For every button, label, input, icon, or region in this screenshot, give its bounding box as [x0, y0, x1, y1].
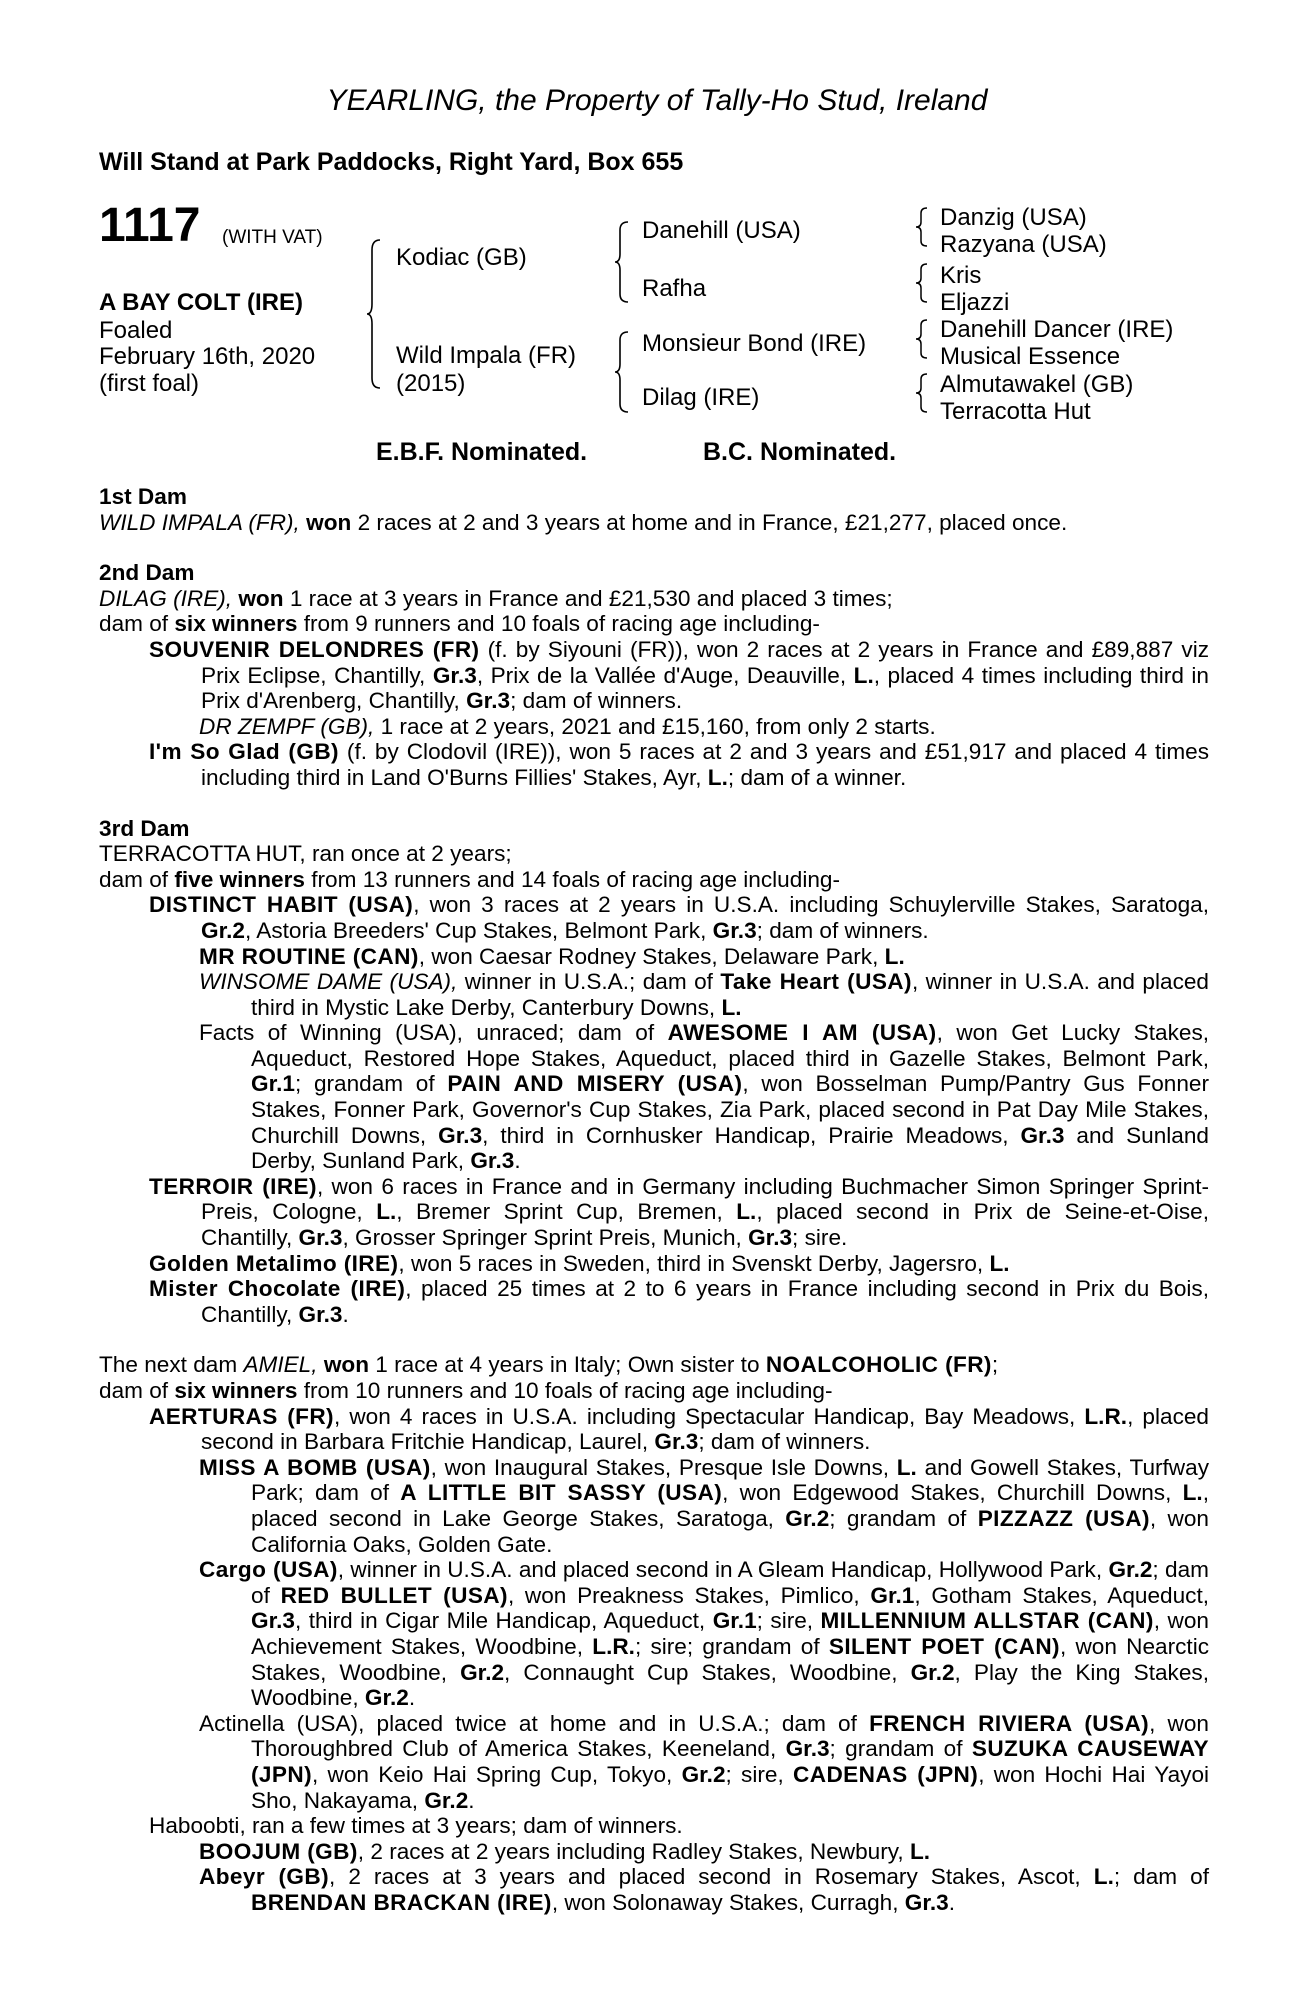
- pedigree-brace-1: [366, 238, 382, 390]
- entry-abeyr: Abeyr (GB), 2 races at 3 years and placed second in Rosemary Stakes, Ascot, L.; dam of BRENDAN BRACKAN (IRE), won Solonaway Stakes, Curragh, Gr.3.: [199, 1864, 1209, 1915]
- entry-terroir: TERROIR (IRE), won 6 races in France and in Germany including Buchmacher Simon Springer Sprint-Preis, Cologne, L., Bremer Sprint Cup, Bremen, L., placed second in Prix de Seine-et-Oise, Chantilly, Gr.3, Grosser Springer Sprint Preis, Munich, Gr.3; sire.: [149, 1173, 1209, 1251]
- g3-4: Eljazzi: [940, 289, 1010, 316]
- entry-cargo: Cargo (USA), winner in U.S.A. and placed second in A Gleam Handicap, Hollywood Park, Gr.2; dam of RED BULLET (USA), won Preakness Stakes, Pimlico, Gr.1, Gotham Stakes, Aqueduct, Gr.3, third in Cigar Mile Handicap, Aqueduct, Gr.1; sire, MILLENNIUM ALLSTAR (CAN), won Achievement Stakes, Woodbine, L.R.; sire; grandam of SILENT POET (CAN), won Nearctic Stakes, Woodbine, Gr.2, Connaught Cup Stakes, Woodbine, Gr.2, Play the King Stakes, Woodbine, Gr.2.: [199, 1557, 1210, 1711]
- second-dam-line2: dam of six winners from 9 runners and 10 foals of racing age including-: [99, 611, 820, 637]
- dam-dam: Dilag (IRE): [642, 384, 760, 411]
- dam: Wild Impala (FR): [396, 342, 577, 369]
- sire-sire: Danehill (USA): [642, 217, 801, 244]
- stand-location: Will Stand at Park Paddocks, Right Yard, Box 655: [99, 148, 684, 176]
- lot-description: A BAY COLT (IRE): [99, 289, 304, 316]
- pedigree-brace-3a: [915, 206, 929, 248]
- entry-golden-metalimo: Golden Metalimo (IRE), won 5 races in Sweden, third in Svenskt Derby, Jagersro, L.: [149, 1250, 1010, 1276]
- next-dam-line1: The next dam AMIEL, won 1 race at 4 years in Italy; Own sister to NOALCOHOLIC (FR);: [99, 1352, 999, 1378]
- entry-mr-routine: MR ROUTINE (CAN), won Caesar Rodney Stakes, Delaware Park, L.: [199, 943, 905, 969]
- entry-souvenir-delondres: SOUVENIR DELONDRES (FR) (f. by Siyouni (FR)), won 2 races at 2 years in France and £89,887 viz Prix Eclipse, Chantilly, Gr.3, Prix de la Vallée d'Auge, Deauville, L., placed 4 times including third in Prix d'Arenberg, Chantilly, Gr.3; dam of winners.: [149, 636, 1210, 714]
- bc-nominated: B.C. Nominated.: [703, 438, 897, 466]
- pedigree-brace-3d: [915, 372, 929, 414]
- third-dam-heading: 3rd Dam: [99, 815, 190, 841]
- entry-dr-zempf: DR ZEMPF (GB), 1 race at 2 years, 2021 and £15,160, from only 2 starts.: [199, 713, 936, 739]
- entry-haboobti: Haboobti, ran a few times at 3 years; dam of winners.: [149, 1813, 683, 1839]
- ebf-nominated: E.B.F. Nominated.: [376, 438, 588, 466]
- second-dam-heading: 2nd Dam: [99, 560, 195, 586]
- entry-actinella: Actinella (USA), placed twice at home and in U.S.A.; dam of FRENCH RIVIERA (USA), won Thoroughbred Club of America Stakes, Keeneland, Gr.3; grandam of SUZUKA CAUSEWAY (JPN), won Keio Hai Spring Cup, Tokyo, Gr.2; sire, CADENAS (JPN), won Hochi Hai Yayoi Sho, Nakayama, Gr.2.: [199, 1710, 1210, 1813]
- entry-mister-chocolate: Mister Chocolate (IRE), placed 25 times at 2 to 6 years in France including second in Prix du Bois, Chantilly, Gr.3.: [149, 1276, 1209, 1327]
- pedigree-brace-2b: [614, 330, 630, 414]
- dam-year: (2015): [396, 370, 466, 397]
- catalogue-body: [99, 484, 1209, 1915]
- dam-sire: Monsieur Bond (IRE): [642, 330, 867, 357]
- third-dam-line2: dam of five winners from 13 runners and 14 foals of racing age including-: [99, 866, 840, 892]
- foaled-label: Foaled: [99, 317, 173, 344]
- g3-2: Razyana (USA): [940, 231, 1107, 258]
- entry-facts-of-winning: Facts of Winning (USA), unraced; dam of AWESOME I AM (USA), won Get Lucky Stakes, Aqueduct, Restored Hope Stakes, Aqueduct, placed third in Gazelle Stakes, Belmont Park, Gr.1; grandam of PAIN AND MISERY (USA), won Bosselman Pump/Pantry Gus Fonner Stakes, Fonner Park, Governor's Cup Stakes, Zia Park, placed second in Pat Day Mile Stakes, Churchill Downs, Gr.3, third in Cornhusker Handicap, Prairie Meadows, Gr.3 and Sunland Derby, Sunland Park, Gr.3.: [199, 1020, 1210, 1174]
- entry-im-so-glad: I'm So Glad (GB) (f. by Clodovil (IRE)), won 5 races at 2 and 3 years and £51,917 and placed 4 times including third in Land O'Burns Fillies' Stakes, Ayr, L.; dam of a winner.: [149, 739, 1210, 790]
- g3-7: Almutawakel (GB): [940, 371, 1134, 398]
- pedigree-brace-3c: [915, 318, 929, 360]
- entry-miss-a-bomb: MISS A BOMB (USA), won Inaugural Stakes, Presque Isle Downs, L. and Gowell Stakes, Turfway Park; dam of A LITTLE BIT SASSY (USA), won Edgewood Stakes, Churchill Downs, L., placed second in Lake George Stakes, Saratoga, Gr.2; grandam of PIZZAZZ (USA), won California Oaks, Golden Gate.: [199, 1454, 1209, 1557]
- foaling-date: February 16th, 2020: [99, 343, 316, 370]
- entry-aerturas: AERTURAS (FR), won 4 races in U.S.A. including Spectacular Handicap, Bay Meadows, L.R., placed second in Barbara Fritchie Handicap, Laurel, Gr.3; dam of winners.: [149, 1403, 1209, 1455]
- entry-boojum: BOOJUM (GB), 2 races at 2 years including Radley Stakes, Newbury, L.: [199, 1838, 931, 1864]
- first-foal-note: (first foal): [99, 370, 200, 397]
- g3-3: Kris: [940, 262, 982, 289]
- first-dam-heading: 1st Dam: [99, 484, 187, 509]
- g3-6: Musical Essence: [940, 343, 1121, 370]
- vat-note: (WITH VAT): [222, 227, 323, 248]
- second-dam-line1: DILAG (IRE), won 1 race at 3 years in France and £21,530 and placed 3 times;: [99, 585, 893, 611]
- first-dam-text: WILD IMPALA (FR), won 2 races at 2 and 3 years at home and in France, £21,277, placed once.: [99, 509, 1068, 535]
- sire: Kodiac (GB): [396, 244, 527, 271]
- pedigree-brace-3b: [915, 262, 929, 304]
- pedigree-brace-2a: [614, 220, 630, 304]
- next-dam-line2: dam of six winners from 10 runners and 10 foals of racing age including-: [99, 1378, 833, 1403]
- entry-distinct-habit: DISTINCT HABIT (USA), won 3 races at 2 years in U.S.A. including Schuylerville Stakes, Saratoga, Gr.2, Astoria Breeders' Cup Stakes, Belmont Park, Gr.3; dam of winners.: [149, 892, 1210, 943]
- third-dam-line1: TERRACOTTA HUT, ran once at 2 years;: [99, 841, 512, 867]
- g3-8: Terracotta Hut: [940, 398, 1091, 425]
- entry-winsome-dame: WINSOME DAME (USA), winner in U.S.A.; dam of Take Heart (USA), winner in U.S.A. and placed third in Mystic Lake Derby, Canterbury Downs, L.: [199, 969, 1209, 1020]
- lot-number: 1117: [99, 199, 201, 252]
- sire-dam: Rafha: [642, 275, 707, 302]
- page-title: YEARLING, the Property of Tally-Ho Stud, Ireland: [326, 84, 988, 117]
- g3-1: Danzig (USA): [940, 204, 1087, 231]
- g3-5: Danehill Dancer (IRE): [940, 316, 1174, 343]
